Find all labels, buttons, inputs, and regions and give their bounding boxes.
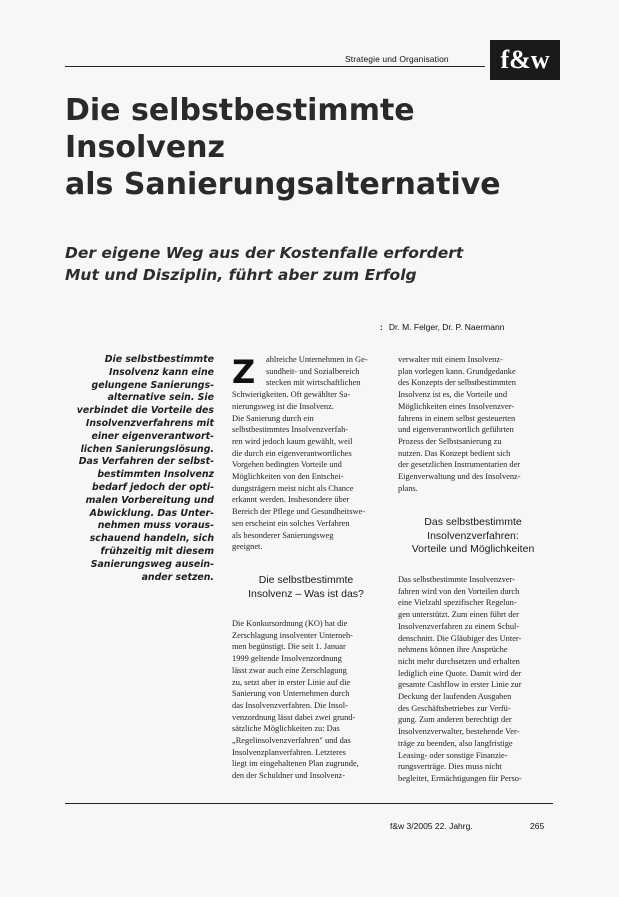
text-line: Insolvenz kann eine: [108, 366, 214, 378]
text-line: Vorgehen bedingten Vorteile und: [232, 460, 342, 470]
footer-rule: [65, 803, 553, 804]
section-label: Strategie und Organisation: [345, 54, 449, 64]
text-line: erkannt werden. Insbesondere über: [232, 495, 350, 505]
text-line: verbindet die Vorteile des: [76, 405, 214, 417]
text-line: begleitet, Ermächtigungen für Perso-: [398, 773, 522, 783]
text-line: bestimmten Insolvenz: [97, 469, 214, 481]
text-line: bedarf jedoch der opti-: [92, 481, 214, 493]
text-line: Insolvenzverfahrens mit: [85, 417, 214, 429]
text-line: Möglichkeiten von den Entschei-: [232, 472, 344, 482]
text-line: Bereich der Pflege und Gesundheitswe-: [232, 507, 366, 517]
text-line: fahren wird von den Vorteilen durch: [398, 586, 520, 596]
subtitle-line: Mut und Disziplin, führt aber zum Erfolg: [65, 266, 417, 284]
text-line: gung. Zum anderen berechtigt der: [398, 715, 512, 725]
text-line: nierungsweg ist die Insolvenz.: [232, 401, 334, 411]
author-line: [380, 322, 504, 332]
text-line: Leasing- oder sonstige Finanzie-: [398, 750, 508, 760]
text-line: ander setzen.: [141, 571, 214, 583]
text-line: liegt im eingehaltenen Plan zugrunde,: [232, 759, 359, 769]
title-line: Insolvenz: [65, 130, 225, 165]
text-line: Insolvenzplanverfahren. Letzteres: [232, 747, 346, 757]
text-line: als besonderer Sanierungsweg: [232, 530, 334, 540]
text-line: stecken mit wirtschaftlichen: [266, 378, 361, 388]
text-line: ren wird jedoch kaum gewählt, weil: [232, 436, 353, 446]
text-line: sen erscheint ein solches Verfahren: [232, 518, 350, 528]
issue-info: f&w 3/2005 22. Jahrg.: [390, 821, 473, 831]
text-line: träge zu beenden, also langfristige: [398, 738, 513, 748]
text-line: verwalter mit einem Insolvenz-: [398, 355, 503, 364]
text-line: plan vorlegen kann. Grundgedanke: [398, 366, 516, 376]
text-line: Prozess der Selbstsanierung zu: [398, 436, 502, 446]
text-line: und eigenverantwortlich geführten: [398, 425, 514, 435]
subheading-line: Das selbstbestimmte: [424, 516, 522, 528]
text-line: dungsträgern meist nicht als Chance: [232, 483, 354, 493]
text-line: lässt zwar auch eine Zerschlagung: [232, 665, 347, 675]
text-line: nehmen muss voraus-: [97, 520, 214, 532]
title-line: Die selbstbestimmte: [65, 93, 415, 128]
column-3-top: [398, 354, 548, 494]
author-marker: :: [380, 322, 383, 332]
text-line: alternative sein. Sie: [107, 392, 214, 404]
text-line: geeignet.: [232, 542, 263, 552]
text-line: eine Vielzahl spezifischer Regelun-: [398, 598, 517, 608]
header-rule: [65, 66, 485, 67]
title-line: als Sanierungsalternative: [65, 167, 501, 202]
text-line: Schwierigkeiten. Oft gewählter Sa-: [232, 390, 351, 400]
subheading-line: Die selbstbestimmte: [258, 574, 354, 586]
text-line: venzordnung lässt dabei zwei grund-: [232, 712, 356, 722]
text-line: ahlreiche Unternehmen in Ge-: [266, 355, 368, 364]
text-line: lediglich eine Quote. Damit wird der: [398, 668, 522, 678]
text-line: einer eigenverantwort-: [91, 430, 214, 442]
subtitle-line: Der eigene Weg aus der Kostenfalle erfordert: [65, 244, 464, 262]
text-line: nicht mehr durchsetzen und erhalten: [398, 656, 520, 666]
text-line: gen unterstützt. Zum einen führt der: [398, 610, 519, 620]
text-line: Zerschlagung insolventer Unterneh-: [232, 630, 353, 640]
text-line: malen Vorbereitung und: [85, 494, 214, 506]
page-number: 265: [530, 821, 545, 831]
text-line: 1999 geltende Insolvenzordnung: [232, 654, 342, 664]
text-line: Abwicklung. Das Unter-: [89, 507, 214, 519]
text-line: die durch ein eigenverantwortliches: [232, 448, 352, 458]
text-line: Sanierung von Unternehmen durch: [232, 689, 350, 699]
text-line: Sanierungsweg ausein-: [90, 558, 214, 570]
text-line: Möglichkeiten eines Insolvenzver-: [398, 401, 515, 411]
text-line: „Regelinsolvenzverfahren" und das: [232, 736, 351, 746]
text-line: Die Konkursordnung (KO) hat die: [232, 619, 348, 628]
text-line: Insolvenz ist es, die Vorteile und: [398, 390, 508, 400]
text-line: Insolvenzverwalter, bestehende Ver-: [398, 727, 520, 737]
subheading-line: Vorteile und Möglichkeiten: [411, 543, 535, 555]
article-title: [65, 92, 501, 203]
text-line: selbstbestimmtes Insolvenzverfah-: [232, 425, 349, 435]
magazine-logo: f&w: [490, 40, 560, 80]
column-3-bottom: [398, 574, 548, 785]
text-line: zu, setzt aber in erster Linie auf die: [232, 677, 351, 687]
subheading-2: [398, 516, 548, 557]
text-line: nutzen. Das Konzept bedient sich: [398, 448, 511, 458]
subheading-line: Insolvenz – Was ist das?: [248, 587, 364, 600]
subheading-1: [232, 574, 380, 601]
text-line: lichen Sanierungslösung.: [80, 443, 214, 455]
text-line: frühzeitig mit diesem: [100, 545, 214, 557]
text-line: nehmens können ihre Ansprüche: [398, 645, 508, 655]
text-line: der gesetzlichen Instrumentarien der: [398, 460, 521, 470]
intro-teaser: [68, 354, 214, 584]
text-line: Deckung der laufenden Ausgaben: [398, 692, 512, 702]
text-line: schauend handeln, sich: [89, 533, 214, 545]
text-line: den der Schuldner und Insolvenz-: [232, 771, 346, 781]
column-2-bottom: [232, 618, 380, 782]
text-line: fahrens in einem selbst gesteuerten: [398, 413, 516, 423]
text-line: das Insolvenzverfahren. Die Insol-: [232, 700, 348, 710]
text-line: des Konzepts der selbstbestimmten: [398, 378, 516, 388]
article-subtitle: [65, 242, 463, 286]
text-line: sundheit- und Sozialbereich: [266, 366, 360, 376]
text-line: men begünstigt. Die seit 1. Januar: [232, 642, 346, 652]
text-line: Das selbstbestimmte Insolvenzver-: [398, 575, 516, 584]
column-2-top: [232, 354, 380, 553]
text-line: des Geschäftsbetriebes zur Verfü-: [398, 703, 511, 713]
subheading-line: Insolvenzverfahren:: [427, 529, 519, 542]
text-line: Die Sanierung durch ein: [232, 413, 314, 423]
text-line: Das Verfahren der selbst-: [78, 456, 214, 468]
text-line: sätzliche Möglichkeiten zu: Das: [232, 724, 340, 734]
text-line: rungsverträge. Dies muss nicht: [398, 762, 502, 772]
text-line: plans.: [398, 483, 418, 493]
text-line: gelungene Sanierungs-: [91, 379, 214, 391]
text-line: denschnitt. Die Gläubiger des Unter-: [398, 633, 522, 643]
text-line: Die selbstbestimmte: [104, 354, 214, 365]
authors: Dr. M. Felger, Dr. P. Naermann: [388, 322, 505, 332]
text-line: Eigenverwaltung und des Insolvenz-: [398, 472, 521, 482]
text-line: Insolvenzverfahren zu einem Schul-: [398, 621, 520, 631]
drop-cap: Z: [232, 353, 256, 391]
text-line: gesamte Cashflow in erster Linie zur: [398, 680, 522, 690]
